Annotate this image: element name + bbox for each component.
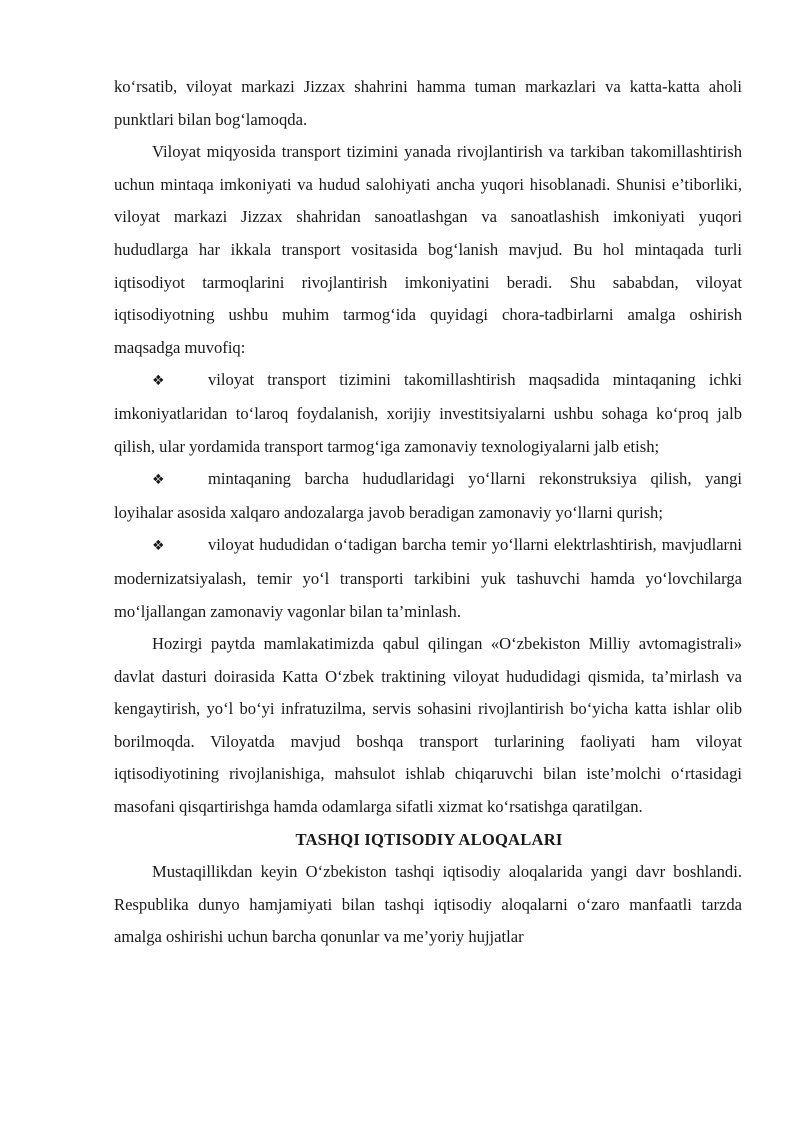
bullet-item-2-text: mintaqaning barcha hududlaridagi yo‘llarni rekonstruksiya qilish, yangi loyihalar asosida xalqaro andozalarga javob beradigan zamonaviy yo‘llarni qurish; [114, 469, 742, 522]
diamond-bullet-icon: ❖ [152, 373, 165, 390]
paragraph-transport-system: Viloyat miqyosida transport tizimini yanada rivojlantirish va tarkiban takomillashtirish uchun mintaqa imkoniyati va hudud salohiyati ancha yuqori hisoblanadi. Shunisi e’tiborliki, viloyat markazi Jizzax shahridan sanoatlashgan va sanoatlashish imkoniyati yuqori hududlarga har ikkala transport vositasida bog‘lanish mavjud. Bu hol mintaqada turli iqtisodiyot tarmoqlarini rivojlantirish imkoniyatini beradi. Shu sababdan, viloyat iqtisodiyotning ushbu muhim tarmog‘ida quyidagi chora-tadbirlarni amalga oshirish maqsadga muvofiq: [114, 142, 742, 357]
bullet-item-1 [114, 364, 742, 463]
bullet-item-3-text: viloyat hududidan o‘tadigan barcha temir yo‘llarni elektrlashtirish, mavjudlarni modernizatsiyalash, temir yo‘l transporti tarkibini yuk tashuvchi hamda yo‘lovchilarga mo‘ljallangan zamonaviy vagonlar bilan ta’minlash. [114, 535, 742, 621]
document-page [114, 71, 742, 954]
paragraph-continuation: ko‘rsatib, viloyat markazi Jizzax shahrini hamma tuman markazlari va katta-katta aholi punktlari bilan bog‘lamoqda. [114, 77, 742, 129]
bullet-item-1-text: viloyat transport tizimini takomillashtirish maqsadida mintaqaning ichki imkoniyatlaridan to‘laroq foydalanish, xorijiy investitsiyalarni ushbu sohaga ko‘proq jalb qilish, ular yordamida transport tarmog‘iga zamonaviy texnologiyalarni jalb etish; [114, 370, 742, 456]
paragraph-national-highway: Hozirgi paytda mamlakatimizda qabul qilingan «O‘zbekiston Milliy avtomagistrali» davlat dasturi doirasida Katta O‘zbek traktining viloyat hududidagi qismida, ta’mirlash va kengaytirish, yo‘l bo‘yi infratuzilma, servis sohasini rivojlantirish bo‘yicha katta ishlar olib borilmoqda. Viloyatda mavjud boshqa transport turlarining faoliyati ham viloyat iqtisodiyotining rivojlanishiga, mahsulot ishlab chiqaruvchi bilan iste’molchi o‘rtasidagi masofani qisqartirishga hamda odamlarga sifatli xizmat ko‘rsatishga qaratilgan. [114, 634, 742, 817]
section-heading: TASHQI IQTISODIY ALOQALARI [295, 829, 563, 849]
paragraph-foreign-relations: Mustaqillikdan keyin O‘zbekiston tashqi iqtisodiy aloqalarida yangi davr boshlandi. Respublika dunyo hamjamiyati bilan tashqi iqtisodiy aloqalarni o‘zaro manfaatli tarzda amalga oshirishi uchun barcha qonunlar va me’yoriy hujjatlar [114, 862, 742, 947]
bullet-item-2 [114, 463, 742, 529]
bullet-item-3 [114, 529, 742, 628]
diamond-bullet-icon: ❖ [152, 472, 165, 489]
diamond-bullet-icon: ❖ [152, 538, 165, 555]
